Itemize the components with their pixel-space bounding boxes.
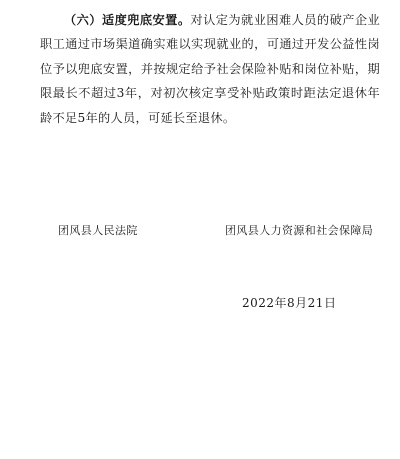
- section-heading: （六）适度兜底安置。: [64, 13, 191, 27]
- signatory-hr-bureau: 团风县人力资源和社会保障局: [225, 224, 374, 237]
- document-date: 2022年8月21日: [242, 296, 337, 310]
- signatory-court: 团风县人民法院: [58, 224, 138, 237]
- signature-block: [58, 222, 378, 242]
- paragraph-body: 对认定为就业困难人员的破产企业职工通过市场渠道确实难以实现就业的，可通过开发公益性岗位予以兜底安置，并按规定给予社会保险补贴和岗位补贴，期限最长不超过3年，对初次核定享受补贴政策时距法定退休年龄不足5年的人员，可延长至退休。: [40, 13, 381, 125]
- policy-paragraph: [40, 8, 380, 130]
